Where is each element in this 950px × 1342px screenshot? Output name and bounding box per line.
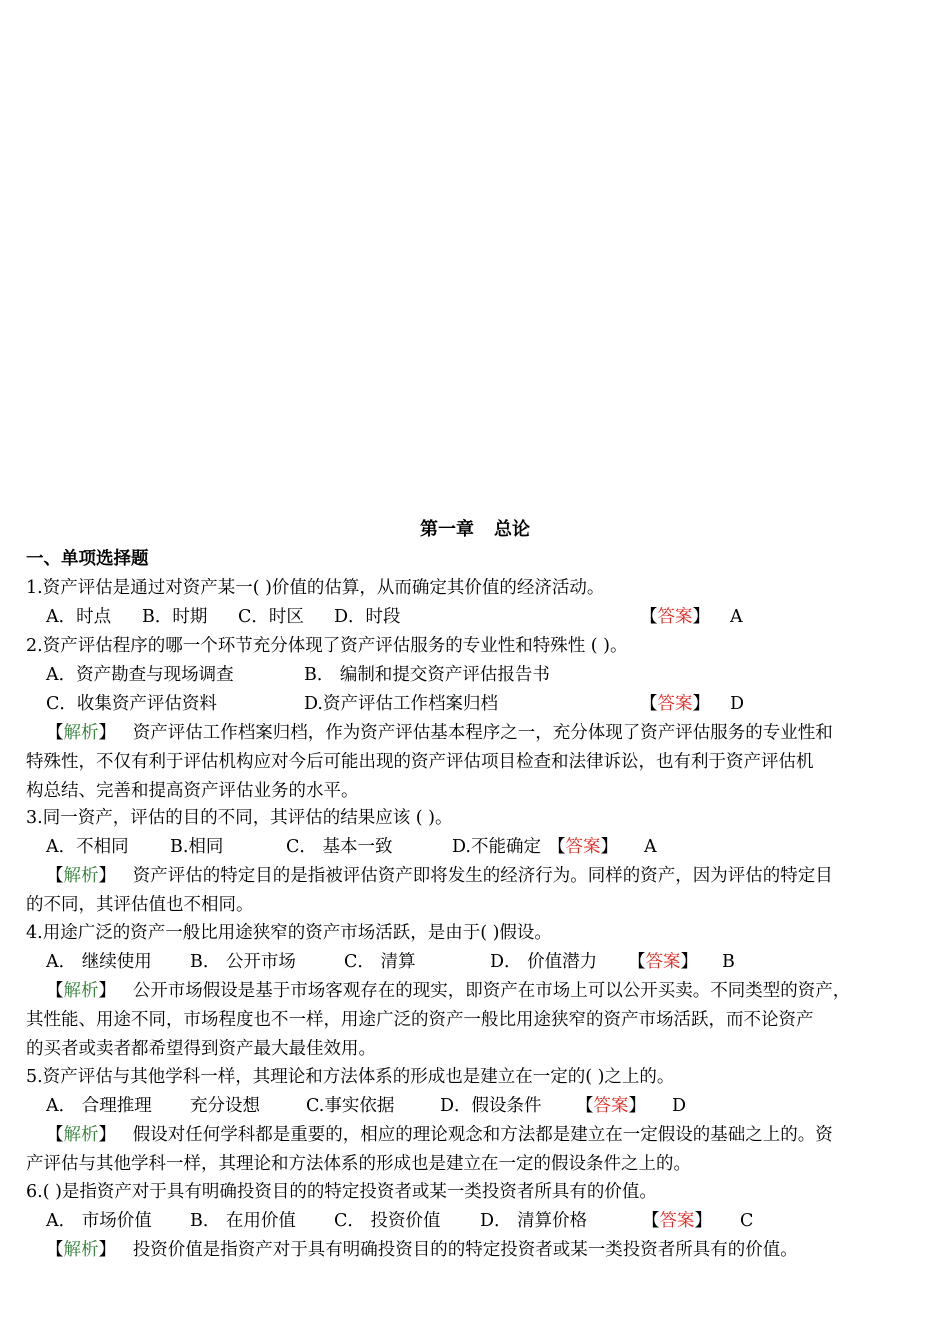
question-6-answer-tag: 【答案】	[642, 1211, 712, 1231]
analysis-label: 解析	[63, 723, 99, 743]
question-5-option-b: 充分设想	[190, 1096, 260, 1116]
question-4-stem: 4.用途广泛的资产一般比用途狭窄的资产市场活跃，是由于( )假设。	[26, 923, 552, 943]
question-4-answer: B	[722, 952, 735, 972]
question-5-answer: D	[672, 1096, 687, 1116]
question-3-analysis-line-2: 的不同，其评估值也不相同。	[26, 895, 254, 915]
question-3-option-b: B.相同	[170, 837, 224, 857]
question-6-analysis-line-1: 【解析】 投资价值是指资产对于具有明确投资目的的特定投资者或某一类投资者所具有的价值。	[46, 1240, 798, 1260]
question-2-option-b: B． 编制和提交资产评估报告书	[304, 665, 550, 685]
question-1-answer-tag: 【答案】	[640, 607, 710, 627]
answer-label: 答案	[657, 694, 693, 714]
question-1-option-b: B．时期	[142, 607, 208, 627]
question-6-option-a: A． 市场价值	[46, 1211, 152, 1231]
chapter-number: 第一章	[420, 519, 474, 540]
question-3-stem: 3.同一资产，评估的目的不同，其评估的结果应该 ( )。	[26, 808, 453, 828]
question-5-stem: 5.资产评估与其他学科一样，其理论和方法体系的形成也是建立在一定的( )之上的。	[26, 1067, 675, 1087]
question-5-option-a: A． 合理推理	[46, 1096, 152, 1116]
question-4-option-c: C． 清算	[344, 952, 416, 972]
question-3-analysis-line-1: 【解析】 资产评估的特定目的是指被评估资产即将发生的经济行为。同样的资产，因为评估的特定目	[46, 866, 833, 886]
question-4-analysis-line-2: 其性能、用途不同，市场程度也不一样，用途广泛的资产一般比用途狭窄的资产市场活跃，而不论资产	[26, 1010, 814, 1030]
analysis-label: 解析	[63, 981, 99, 1001]
question-4-analysis-line-1: 【解析】 公开市场假设是基于市场客观存在的现实，即资产在市场上可以公开买卖。不同类型的资产，	[46, 981, 851, 1001]
question-2-analysis-line-3: 构总结、完善和提高资产评估业务的水平。	[26, 781, 359, 801]
question-2-option-c: C．收集资产评估资料	[46, 694, 217, 714]
answer-label: 答案	[645, 952, 681, 972]
chapter-name: 总论	[494, 519, 530, 540]
analysis-label: 解析	[63, 1125, 99, 1145]
answer-label: 答案	[565, 837, 601, 857]
question-4-analysis-line-3: 的买者或卖者都希望得到资产最大最佳效用。	[26, 1039, 376, 1059]
analysis-label: 解析	[63, 866, 99, 886]
question-4-option-a: A． 继续使用	[46, 952, 152, 972]
question-5-analysis-line-1: 【解析】 假设对任何学科都是重要的，相应的理论观念和方法都是建立在一定假设的基础之上的。资	[46, 1125, 833, 1145]
question-2-analysis-line-2: 特殊性，不仅有利于评估机构应对今后可能出现的资产评估项目检查和法律诉讼，也有利于资产评估机	[26, 752, 814, 772]
question-6-stem: 6.( )是指资产对于具有明确投资目的的特定投资者或某一类投资者所具有的价值。	[26, 1182, 657, 1202]
question-5-option-c: C.事实依据	[306, 1096, 395, 1116]
question-2-stem: 2.资产评估程序的哪一个环节充分体现了资产评估服务的专业性和特殊性 ( )。	[26, 636, 628, 656]
question-5-option-d: D．假设条件	[440, 1096, 542, 1116]
question-1-option-a: A．时点	[46, 607, 112, 627]
answer-label: 答案	[659, 1211, 695, 1231]
question-2-option-a: A．资产勘查与现场调查	[46, 665, 234, 685]
question-1-answer: A	[730, 607, 743, 627]
question-3-answer-tag: 【答案】	[548, 837, 618, 857]
question-2-option-d: D.资产评估工作档案归档	[304, 694, 498, 714]
question-4-option-b: B． 公开市场	[190, 952, 296, 972]
question-4-option-d: D． 价值潜力	[490, 952, 598, 972]
question-6-option-d: D． 清算价格	[480, 1211, 588, 1231]
question-3-option-d: D.不能确定	[452, 837, 541, 857]
question-3-answer: A	[644, 837, 657, 857]
answer-label: 答案	[593, 1096, 629, 1116]
question-2-analysis-line-1: 【解析】 资产评估工作档案归档，作为资产评估基本程序之一，充分体现了资产评估服务的专业性和	[46, 723, 833, 743]
analysis-label: 解析	[63, 1240, 99, 1260]
question-1-stem: 1.资产评估是通过对资产某一( )价值的估算，从而确定其价值的经济活动。	[26, 578, 605, 598]
question-2-answer: D	[730, 694, 745, 714]
question-3-option-a: A．不相同	[46, 837, 129, 857]
answer-label: 答案	[657, 607, 693, 627]
question-5-answer-tag: 【答案】	[576, 1096, 646, 1116]
question-6-answer: C	[740, 1211, 754, 1231]
section-heading: 一、单项选择题	[26, 549, 149, 569]
question-3-option-c: C． 基本一致	[286, 837, 393, 857]
question-1-option-c: C．时区	[238, 607, 304, 627]
question-1-option-d: D．时段	[334, 607, 401, 627]
chapter-title	[0, 518, 950, 542]
question-2-answer-tag: 【答案】	[640, 694, 710, 714]
question-5-analysis-line-2: 产评估与其他学科一样，其理论和方法体系的形成也是建立在一定的假设条件之上的。	[26, 1154, 691, 1174]
question-4-answer-tag: 【答案】	[628, 952, 698, 972]
question-6-option-b: B． 在用价值	[190, 1211, 296, 1231]
question-6-option-c: C． 投资价值	[334, 1211, 441, 1231]
